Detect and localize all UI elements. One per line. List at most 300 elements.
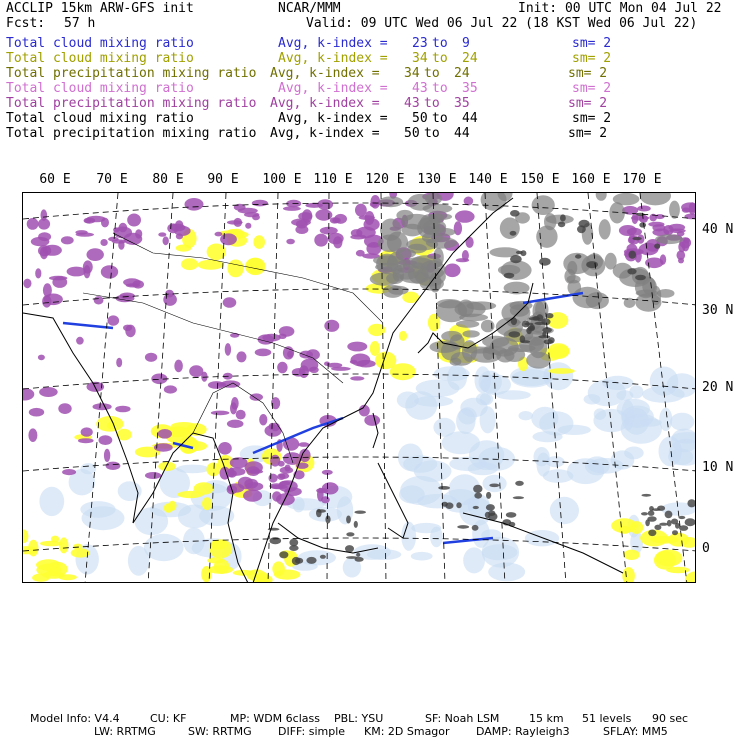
shade-blob [457,525,469,529]
shade-blob [436,300,467,322]
lon-label: 170 E [622,172,662,187]
legend-sm: sm= 2 [572,111,612,126]
center-name: NCAR/MMM [278,1,341,16]
shade-blob [327,363,342,368]
shade-blob [29,408,44,417]
shade-blob [328,233,344,245]
shade-blob [455,210,475,222]
shade-blob [208,565,233,573]
shade-blob [164,385,177,393]
fcst-value: 57 h [64,16,96,31]
shade-blob [355,557,364,562]
shade-blob [108,315,120,325]
shade-blob [236,410,246,420]
shade-blob [520,340,530,343]
shade-blob [464,197,474,206]
shade-blob [655,234,683,244]
shade-blob [438,486,450,490]
shade-blob [575,254,581,258]
shade-blob [364,415,380,426]
shade-blob [32,574,49,582]
shade-blob [306,557,316,564]
shade-blob [522,321,530,328]
shade-blob [270,537,282,544]
blue-band [63,323,113,328]
shade-blob [509,331,521,337]
shade-blob [596,193,607,201]
legend-to: to [424,96,440,111]
shade-blob [316,509,322,517]
shade-blob [481,320,495,333]
legend-field: Total cloud mixing ratio [6,36,194,51]
shade-blob [120,293,135,300]
shade-blob [223,297,237,308]
shade-blob [356,553,360,557]
lat-label: 20 N [702,380,734,395]
shade-blob [433,418,455,437]
shade-blob [411,523,441,533]
footer-levels: 51 levels [582,712,632,725]
shade-blob [510,255,522,263]
legend-row [6,111,734,126]
shade-blob [237,351,247,362]
footer-pbl: PBL: YSU [334,712,384,725]
footer-sf: SF: Noah LSM [425,712,500,725]
shade-blob [39,387,58,397]
shade-blob [642,386,685,403]
shade-blob [687,499,696,507]
shade-blob [510,366,553,386]
shade-blob [295,225,308,234]
shade-blob [291,219,311,227]
shade-blob [231,397,239,410]
legend-sm: sm= 2 [568,66,608,81]
shade-blob [546,313,554,318]
shade-blob [515,481,524,486]
shade-blob [82,506,125,530]
shade-blob [488,563,525,582]
shade-blob [456,320,479,328]
shade-blob [472,525,479,531]
lon-label: 110 E [313,172,353,187]
legend-k1: 23 [412,36,428,51]
shade-blob [481,193,507,211]
shade-blob [420,277,444,291]
legend-sm: sm= 2 [568,96,608,111]
shade-blob [631,216,649,221]
shade-blob [252,200,268,207]
shade-blob [174,360,183,373]
legend-k1: 34 [412,51,428,66]
shade-blob [648,530,656,537]
legend-to: to [432,111,448,126]
lon-label: 140 E [468,172,508,187]
lon-label: 100 E [262,172,302,187]
shade-blob [593,409,629,432]
shade-blob [393,264,420,280]
shade-blob [99,435,113,445]
shade-blob [408,194,434,211]
shade-blob [388,286,408,295]
shade-blob [202,497,212,510]
shade-blob [174,226,191,236]
shade-blob [118,481,142,501]
shade-blob [473,506,479,509]
legend-to: to [432,36,448,51]
lat-label: 10 N [702,460,734,475]
shade-blob [250,393,263,400]
shade-blob [414,396,453,407]
shade-blob [44,294,63,306]
shade-blob [510,231,517,236]
legend-sm: sm= 2 [572,51,612,66]
shade-blob [289,545,298,551]
shade-blob [259,414,267,425]
shade-blob [238,208,258,214]
shade-blob [587,458,623,474]
legend-k2: 44 [454,126,470,141]
shade-blob [672,530,678,535]
shade-blob [277,473,285,480]
footer-damp: DAMP: Rayleigh3 [476,725,570,738]
shade-blob [106,462,121,470]
shade-blob [28,428,37,442]
shade-blob [398,444,423,472]
shade-blob [145,353,157,362]
shade-blob [396,210,413,221]
legend-k1: 43 [412,81,428,96]
shade-blob [560,214,566,221]
shade-blob [506,512,517,518]
shade-blob [441,331,462,342]
shade-blob [665,511,673,519]
shade-blob [87,216,106,223]
shade-blob [577,225,586,233]
shade-blob [584,394,601,404]
shade-blob [322,482,339,494]
shade-blob [627,268,636,274]
shade-blob [87,248,104,261]
shade-blob [158,429,172,439]
shade-blob [486,492,491,499]
shade-blob [78,438,94,443]
shade-blob [525,530,559,546]
fcst-label: Fcst: [6,16,46,31]
shade-blob [52,276,67,288]
shade-blob [611,518,637,533]
shade-blob [36,559,61,570]
shade-blob [351,354,371,367]
shade-blob [59,537,68,553]
legend-k1: 50 [412,111,428,126]
shade-blob [189,365,203,377]
lon-label: 130 E [417,172,457,187]
shade-blob [434,366,470,381]
shade-blob [552,345,569,358]
legend-to: to [424,66,440,81]
shade-blob [283,346,294,359]
legend-k2: 24 [462,51,478,66]
shade-blob [647,516,656,522]
shade-blob [227,260,243,278]
shade-blob [624,550,640,560]
shade-blob [520,250,526,256]
shade-blob [58,403,71,414]
shade-blob [127,214,141,227]
shade-blob [669,229,685,234]
lon-label: 120 E [365,172,405,187]
shade-blob [504,347,525,362]
shade-blob [61,236,74,244]
footer-mp: MP: WDM 6class [230,712,320,725]
shade-blob [218,442,232,455]
shade-blob [325,516,330,524]
shade-blob [537,453,551,477]
legend-k2: 35 [462,81,478,96]
shade-blob [649,506,654,511]
legend-row [6,66,734,81]
shade-blob [679,516,686,519]
shade-blob [269,474,278,483]
shade-blob [463,547,485,573]
shade-blob [309,367,319,373]
shade-blob [416,380,460,397]
legend-to: to [432,51,448,66]
shade-blob [209,539,232,558]
shade-blob [135,229,142,238]
shade-blob [397,392,419,409]
footer-timestep: 90 sec [652,712,689,725]
shade-blob [530,324,535,330]
shade-blob [534,322,545,325]
legend-row [6,36,734,51]
shade-blob [116,358,122,367]
footer-resolution: 15 km [529,712,564,725]
lon-label: 80 E [152,172,184,187]
shade-blob [539,258,551,266]
shade-blob [94,296,104,304]
legend-row [6,96,734,111]
shade-blob [655,550,682,567]
shade-blob [249,469,263,473]
shade-blob [486,504,495,511]
shade-blob [81,427,93,436]
shade-blob [444,264,460,278]
shade-blob [550,497,579,524]
footer-cu: CU: KF [150,712,187,725]
shade-blob [480,406,496,433]
shade-blob [23,279,31,289]
shade-blob [635,275,646,281]
shade-blob [324,320,339,332]
shade-blob [428,228,456,237]
shade-blob [220,233,237,245]
shade-blob [62,469,76,475]
shade-blob [272,561,285,576]
footer-sw: SW: RRTMG [188,725,252,738]
shade-blob [280,467,293,474]
shade-blob [279,551,288,558]
shade-blob [558,425,591,435]
shade-blob [158,232,166,236]
shade-blob [255,349,272,357]
shade-blob [475,366,492,393]
shade-blob [641,512,648,515]
shade-blob [355,204,367,217]
shade-blob [538,335,550,338]
shade-blob [227,220,243,224]
shade-blob [145,472,161,479]
lon-label: 60 E [39,172,71,187]
shade-blob [548,337,555,343]
border [113,233,383,323]
legend-to: to [432,81,448,96]
meridian [327,193,329,583]
legend-to: to [424,126,440,141]
shade-blob [657,506,665,511]
footer-km: KM: 2D Smagor [364,725,450,738]
shade-blob [466,237,474,248]
shade-blob [484,347,506,355]
shade-blob [513,496,524,499]
shade-blob [573,287,603,308]
map-panel [22,192,696,583]
shade-blob [373,255,404,265]
legend-sm: sm= 2 [568,126,608,141]
shade-blob [185,198,204,211]
legend-field: Total cloud mixing ratio [6,81,194,96]
shade-blob [629,385,643,398]
legend-avg: Avg, k-index = [278,51,388,66]
shade-blob [659,436,682,466]
shade-blob [622,567,635,583]
shade-blob [245,223,251,229]
shade-blob [168,501,176,511]
shade-blob [23,530,29,544]
shade-blob [685,518,696,526]
legend-field: Total precipitation mixing ratio [6,96,257,111]
shade-blob [346,516,351,524]
shade-blob [667,520,672,527]
legend-field: Total cloud mixing ratio [6,111,194,126]
shade-blob [321,496,330,503]
legend-avg: Avg, k-index = [278,81,388,96]
shade-blob [23,388,34,400]
shade-blob [370,341,380,356]
legend-sm: sm= 2 [572,81,612,96]
shade-blob [639,222,646,227]
lon-label: 70 E [96,172,128,187]
lon-label: 90 E [207,172,239,187]
shade-blob [411,552,433,561]
shade-blob [38,245,51,256]
shade-blob [648,222,664,227]
shade-blob [669,201,680,219]
shade-blob [35,268,41,278]
shade-blob [283,206,301,211]
legend-field: Total precipitation mixing ratio [6,66,257,81]
shade-blob [93,403,112,410]
shade-blob [489,484,499,488]
shade-blob [128,546,149,576]
shade-blob [482,537,519,568]
shade-blob [101,265,118,278]
footer-lw: LW: RRTMG [94,725,156,738]
shade-blob [641,494,651,497]
init-time: Init: 00 UTC Mon 04 Jul 22 [518,1,722,16]
shade-blob [262,334,280,342]
shade-blob [315,209,332,220]
footer-model-info: Model Info: V4.4 [30,712,120,725]
shade-blob [402,224,423,237]
shade-blob [71,548,90,557]
legend-avg: Avg, k-index = [270,96,380,111]
legend-avg: Avg, k-index = [278,111,388,126]
shade-blob [637,206,651,212]
shade-blob [253,235,265,249]
shade-blob [586,261,598,268]
shade-blob [648,511,655,516]
shade-blob [75,230,87,235]
legend-avg: Avg, k-index = [270,126,380,141]
legend-avg: Avg, k-index = [270,66,380,81]
shade-blob [510,210,520,217]
shade-blob [677,250,686,260]
shade-blob [483,475,507,492]
shade-blob [462,330,479,337]
shade-blob [225,343,231,356]
footer-sflay: SFLAY: MM5 [603,725,668,738]
shade-blob [670,413,694,431]
shade-blob [456,258,469,262]
lon-label: 150 E [520,172,560,187]
shade-blob [41,209,48,220]
shade-blob [474,493,482,499]
shade-blob [354,521,358,528]
shade-blob [123,278,141,286]
shade-blob [407,244,427,254]
shade-blob [104,449,110,462]
shade-blob [654,525,661,530]
valid-time: Valid: 09 UTC Wed 06 Jul 22 (18 KST Wed 06 Jul 22) [306,16,698,31]
legend-k1: 34 [404,66,420,81]
shade-blob [458,407,477,424]
shade-blob [659,523,668,526]
shade-blob [652,536,679,544]
shade-blob [629,251,637,259]
shade-blob [613,193,640,205]
map-canvas [23,193,696,583]
lat-label: 30 N [702,303,734,318]
shade-blob [351,229,363,237]
shade-blob [76,337,84,345]
lat-label: 40 N [702,222,734,237]
legend-row [6,51,734,66]
legend-avg: Avg, k-index = [278,36,388,51]
shade-blob [215,232,223,237]
shade-blob [100,239,107,246]
shade-blob [519,411,533,420]
shade-blob [347,342,367,352]
shade-blob [605,253,617,270]
lon-label: 160 E [571,172,611,187]
shade-blob [476,393,491,405]
shade-blob [488,510,495,516]
shade-blob [660,254,666,264]
legend-field: Total precipitation mixing ratio [6,126,257,141]
shade-blob [28,540,38,557]
legend-row [6,126,734,141]
